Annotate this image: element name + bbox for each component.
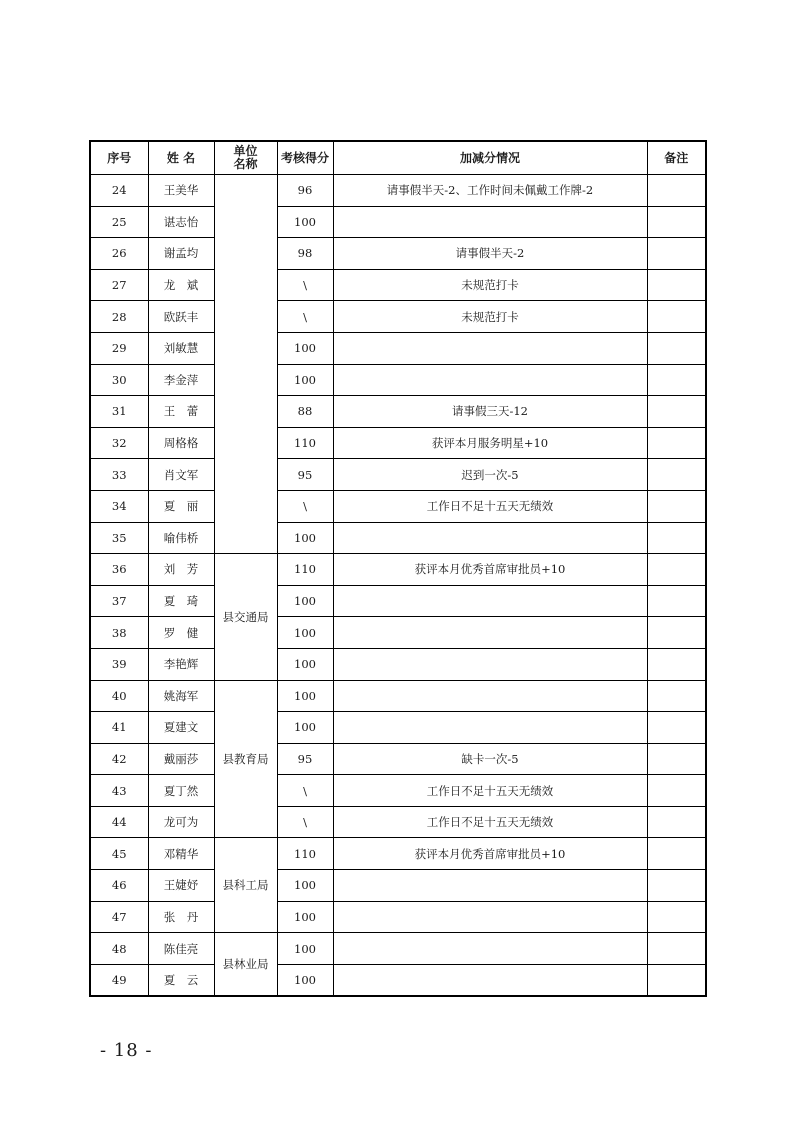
table-row: [90, 712, 706, 744]
name-cell: 欧跃丰: [148, 301, 214, 333]
adjust-cell: [333, 206, 647, 238]
adjust-cell: 请事假半天-2: [333, 238, 647, 270]
remark-cell: [647, 269, 706, 301]
remark-cell: [647, 522, 706, 554]
adjust-cell: [333, 870, 647, 902]
header-unit-line1: 单位: [233, 144, 258, 158]
remark-cell: [647, 459, 706, 491]
adjust-cell: 工作日不足十五天无绩效: [333, 806, 647, 838]
seq-cell: 33: [90, 459, 148, 491]
remark-cell: [647, 175, 706, 207]
table-row: [90, 617, 706, 649]
adjust-cell: [333, 964, 647, 996]
seq-cell: 40: [90, 680, 148, 712]
unit-cell: [214, 175, 277, 554]
adjust-cell: 工作日不足十五天无绩效: [333, 490, 647, 522]
name-cell: 夏建文: [148, 712, 214, 744]
adjust-cell: [333, 617, 647, 649]
remark-cell: [647, 427, 706, 459]
remark-cell: [647, 617, 706, 649]
header-adjust: 加减分情况: [333, 141, 647, 175]
remark-cell: [647, 806, 706, 838]
adjust-cell: 缺卡一次-5: [333, 743, 647, 775]
remark-cell: [647, 712, 706, 744]
score-cell: 95: [277, 459, 333, 491]
score-table: [89, 140, 707, 997]
remark-cell: [647, 238, 706, 270]
name-cell: 夏 丽: [148, 490, 214, 522]
header-remark: 备注: [647, 141, 706, 175]
name-cell: 罗 健: [148, 617, 214, 649]
name-cell: 周格格: [148, 427, 214, 459]
name-cell: 夏 云: [148, 964, 214, 996]
table-row: [90, 870, 706, 902]
name-cell: 李艳辉: [148, 648, 214, 680]
seq-cell: 29: [90, 332, 148, 364]
table-row: [90, 238, 706, 270]
seq-cell: 47: [90, 901, 148, 933]
header-unit: [214, 141, 277, 175]
seq-cell: 30: [90, 364, 148, 396]
seq-cell: 46: [90, 870, 148, 902]
table-row: [90, 459, 706, 491]
table-row: [90, 743, 706, 775]
seq-cell: 39: [90, 648, 148, 680]
score-cell: 110: [277, 554, 333, 586]
adjust-cell: [333, 585, 647, 617]
score-cell: 100: [277, 617, 333, 649]
table-row: [90, 933, 706, 965]
header-unit-line2: 名称: [233, 157, 258, 171]
name-cell: 姚海军: [148, 680, 214, 712]
table-row: [90, 490, 706, 522]
remark-cell: [647, 206, 706, 238]
remark-cell: [647, 364, 706, 396]
name-cell: 谢孟均: [148, 238, 214, 270]
seq-cell: 45: [90, 838, 148, 870]
table-row: [90, 396, 706, 428]
remark-cell: [647, 396, 706, 428]
seq-cell: 42: [90, 743, 148, 775]
score-cell: \: [277, 775, 333, 807]
adjust-cell: [333, 901, 647, 933]
seq-cell: 25: [90, 206, 148, 238]
adjust-cell: [333, 364, 647, 396]
name-cell: 李金萍: [148, 364, 214, 396]
table-row: [90, 680, 706, 712]
unit-cell: 县教育局: [214, 680, 277, 838]
remark-cell: [647, 648, 706, 680]
table-row: [90, 838, 706, 870]
score-cell: \: [277, 301, 333, 333]
table-row: [90, 364, 706, 396]
seq-cell: 27: [90, 269, 148, 301]
adjust-cell: 获评本月优秀首席审批员+10: [333, 554, 647, 586]
name-cell: 夏 琦: [148, 585, 214, 617]
score-cell: 110: [277, 838, 333, 870]
name-cell: 刘 芳: [148, 554, 214, 586]
remark-cell: [647, 680, 706, 712]
score-cell: \: [277, 806, 333, 838]
name-cell: 张 丹: [148, 901, 214, 933]
adjust-cell: 未规范打卡: [333, 301, 647, 333]
remark-cell: [647, 490, 706, 522]
table-row: [90, 269, 706, 301]
adjust-cell: 工作日不足十五天无绩效: [333, 775, 647, 807]
score-cell: 96: [277, 175, 333, 207]
score-cell: 100: [277, 964, 333, 996]
adjust-cell: [333, 332, 647, 364]
remark-cell: [647, 554, 706, 586]
remark-cell: [647, 901, 706, 933]
name-cell: 陈佳亮: [148, 933, 214, 965]
adjust-cell: 迟到一次-5: [333, 459, 647, 491]
table-row: [90, 522, 706, 554]
table-row: [90, 585, 706, 617]
score-cell: 100: [277, 712, 333, 744]
table-row: [90, 964, 706, 996]
seq-cell: 28: [90, 301, 148, 333]
remark-cell: [647, 964, 706, 996]
name-cell: 谌志怡: [148, 206, 214, 238]
table-row: [90, 775, 706, 807]
table-row: [90, 175, 706, 207]
table-body: [90, 175, 706, 997]
remark-cell: [647, 933, 706, 965]
score-cell: 110: [277, 427, 333, 459]
header-name: 姓 名: [148, 141, 214, 175]
adjust-cell: 获评本月服务明星+10: [333, 427, 647, 459]
score-cell: 100: [277, 522, 333, 554]
score-cell: 100: [277, 364, 333, 396]
score-cell: 98: [277, 238, 333, 270]
remark-cell: [647, 743, 706, 775]
table-row: [90, 427, 706, 459]
remark-cell: [647, 775, 706, 807]
score-cell: 100: [277, 870, 333, 902]
table-row: [90, 554, 706, 586]
score-cell: \: [277, 490, 333, 522]
remark-cell: [647, 838, 706, 870]
remark-cell: [647, 332, 706, 364]
remark-cell: [647, 870, 706, 902]
unit-cell: 县林业局: [214, 933, 277, 997]
seq-cell: 35: [90, 522, 148, 554]
seq-cell: 48: [90, 933, 148, 965]
seq-cell: 37: [90, 585, 148, 617]
seq-cell: 34: [90, 490, 148, 522]
table-row: [90, 648, 706, 680]
unit-cell: 县交通局: [214, 554, 277, 680]
adjust-cell: 请事假半天-2、工作时间未佩戴工作牌-2: [333, 175, 647, 207]
name-cell: 王美华: [148, 175, 214, 207]
name-cell: 邓精华: [148, 838, 214, 870]
score-cell: 100: [277, 901, 333, 933]
table-row: [90, 301, 706, 333]
score-cell: 88: [277, 396, 333, 428]
score-cell: 100: [277, 680, 333, 712]
name-cell: 王婕妤: [148, 870, 214, 902]
score-cell: 100: [277, 585, 333, 617]
seq-cell: 31: [90, 396, 148, 428]
adjust-cell: [333, 648, 647, 680]
seq-cell: 26: [90, 238, 148, 270]
adjust-cell: 未规范打卡: [333, 269, 647, 301]
seq-cell: 24: [90, 175, 148, 207]
score-cell: 100: [277, 206, 333, 238]
score-cell: \: [277, 269, 333, 301]
name-cell: 龙 斌: [148, 269, 214, 301]
adjust-cell: [333, 680, 647, 712]
header-score: 考核得分: [277, 141, 333, 175]
score-cell: 100: [277, 933, 333, 965]
seq-cell: 36: [90, 554, 148, 586]
table-row: [90, 332, 706, 364]
page-number: - 18 -: [100, 1040, 153, 1061]
table-row: [90, 901, 706, 933]
name-cell: 肖文军: [148, 459, 214, 491]
table-header-row: [90, 141, 706, 175]
adjust-cell: [333, 522, 647, 554]
name-cell: 王 蕾: [148, 396, 214, 428]
name-cell: 喻伟桥: [148, 522, 214, 554]
score-cell: 100: [277, 648, 333, 680]
name-cell: 戴丽莎: [148, 743, 214, 775]
score-cell: 100: [277, 332, 333, 364]
seq-cell: 38: [90, 617, 148, 649]
score-cell: 95: [277, 743, 333, 775]
adjust-cell: 获评本月优秀首席审批员+10: [333, 838, 647, 870]
table-row: [90, 206, 706, 238]
seq-cell: 49: [90, 964, 148, 996]
name-cell: 龙可为: [148, 806, 214, 838]
name-cell: 夏丁然: [148, 775, 214, 807]
header-seq: 序号: [90, 141, 148, 175]
seq-cell: 44: [90, 806, 148, 838]
table-row: [90, 806, 706, 838]
remark-cell: [647, 301, 706, 333]
adjust-cell: [333, 712, 647, 744]
seq-cell: 32: [90, 427, 148, 459]
seq-cell: 41: [90, 712, 148, 744]
name-cell: 刘敏慧: [148, 332, 214, 364]
remark-cell: [647, 585, 706, 617]
adjust-cell: [333, 933, 647, 965]
adjust-cell: 请事假三天-12: [333, 396, 647, 428]
seq-cell: 43: [90, 775, 148, 807]
unit-cell: 县科工局: [214, 838, 277, 933]
